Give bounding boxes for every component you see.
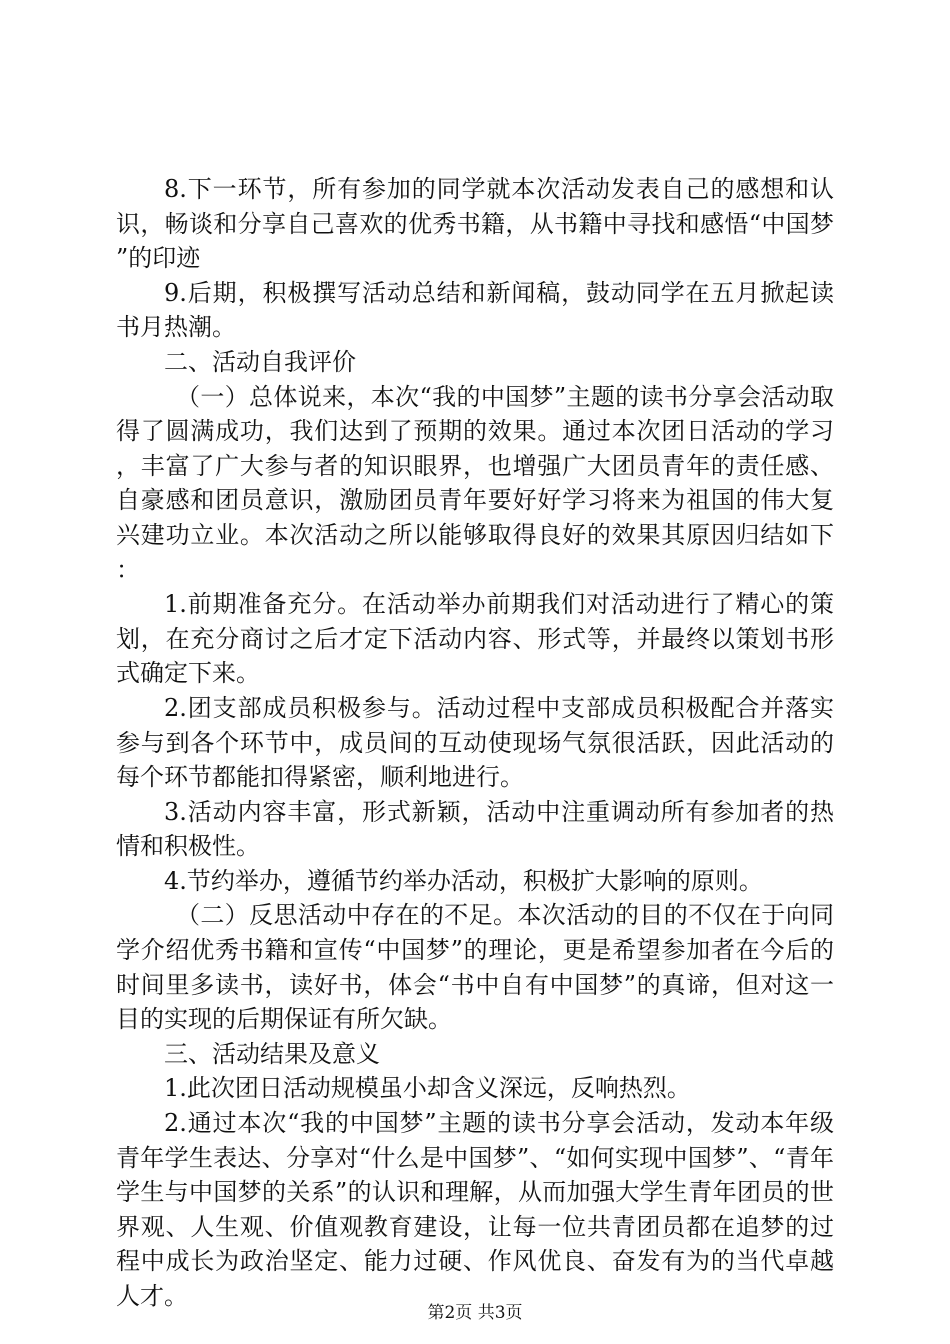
paragraph-step-8: 8.下一环节，所有参加的同学就本次活动发表自己的感想和认识，畅谈和分享自己喜欢的优秀书籍，从书籍中寻找和感悟“中国梦”的印迹 <box>116 175 834 273</box>
paragraph-overall-summary: （一）总体说来，本次“我的中国梦”主题的读书分享会活动取得了圆满成功，我们达到了预期的效果。通过本次团日活动的学习，丰富了广大参与者的知识眼界，也增强广大团员青年的责任感、自豪感和团员意识，激励团员青年要好好学习将来为祖国的伟大复兴建功立业。本次活动之所以能够取得良好的效果其原因归结如下： <box>116 382 834 584</box>
document-body <box>116 172 834 1314</box>
section-heading-self-evaluation: 二、活动自我评价 <box>164 347 356 376</box>
section-heading-results: 三、活动结果及意义 <box>164 1039 380 1068</box>
paragraph-reason-3: 3.活动内容丰富，形式新颖，活动中注重调动所有参加者的热情和积极性。 <box>116 797 834 861</box>
paragraph-result-1: 1.此次团日活动规模虽小却含义深远，反响热烈。 <box>164 1074 691 1103</box>
paragraph-reason-1: 1.前期准备充分。在活动举办前期我们对活动进行了精心的策划，在充分商讨之后才定下活动内容、形式等，并最终以策划书形式确定下来。 <box>116 590 834 688</box>
paragraph-step-9: 9.后期，积极撰写活动总结和新闻稿，鼓动同学在五月掀起读书月热潮。 <box>116 278 834 342</box>
page-number-label: 第2页 共3页 <box>427 1303 523 1323</box>
paragraph-result-2: 2.通过本次“我的中国梦”主题的读书分享会活动，发动本年级青年学生表达、分享对“什么是中国梦”、“如何实现中国梦”、“青年学生与中国梦的关系”的认识和理解，从而加强大学生青年团员的世界观、人生观、价值观教育建设，让每一位共青团员都在追梦的过程中成长为政治坚定、能力过硬、作风优良、奋发有为的当代卓越人才。 <box>116 1109 834 1310</box>
paragraph-reason-2: 2.团支部成员积极参与。活动过程中支部成员积极配合并落实参与到各个环节中，成员间的互动使现场气氛很活跃，因此活动的每个环节都能扣得紧密，顺利地进行。 <box>116 693 834 792</box>
paragraph-reason-4: 4.节约举办，遵循节约举办活动，积极扩大影响的原则。 <box>164 866 763 895</box>
page-footer <box>0 1302 950 1324</box>
paragraph-shortcomings: （二）反思活动中存在的不足。本次活动的目的不仅在于向同学介绍优秀书籍和宣传“中国梦”的理论，更是希望参加者在今后的时间里多读书，读好书，体会“书中自有中国梦”的真谛，但对这一目的实现的后期保证有所欠缺。 <box>116 901 834 1034</box>
